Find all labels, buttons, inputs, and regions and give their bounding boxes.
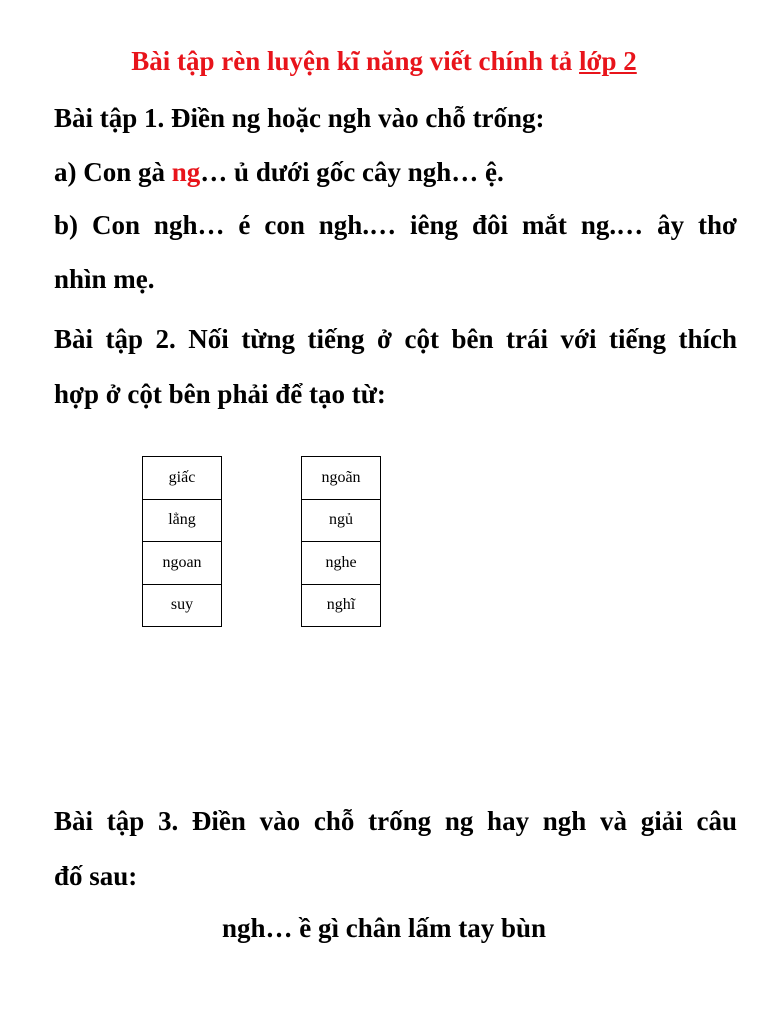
sentence-a-highlight: ng bbox=[171, 157, 201, 187]
right-word-column bbox=[301, 456, 381, 627]
left-word-column bbox=[142, 456, 222, 627]
left-word-cell: suy bbox=[143, 585, 221, 628]
exercise-2-heading-line1: Bài tập 2. Nối từng tiếng ở cột bên trái với tiếng thích bbox=[54, 324, 737, 354]
exercise-3-heading-line2: đố sau: bbox=[54, 861, 138, 891]
right-word-cell: ngoãn bbox=[302, 457, 380, 500]
exercise-1-sentence-a bbox=[54, 157, 504, 188]
right-word-cell: nghe bbox=[302, 542, 380, 585]
sentence-a-prefix: a) Con gà bbox=[54, 157, 172, 187]
exercise-1-heading: Bài tập 1. Điền ng hoặc ngh vào chỗ trống: bbox=[54, 103, 545, 133]
page-title bbox=[0, 46, 768, 77]
title-main: Bài tập rèn luyện kĩ năng viết chính tả bbox=[131, 46, 580, 76]
exercise-1-sentence-b-line1: b) Con ngh… é con ngh.… iêng đôi mắt ng.… ây thơ bbox=[54, 210, 737, 240]
left-word-cell: lẳng bbox=[143, 500, 221, 543]
riddle-line: ngh… ề gì chân lấm tay bùn bbox=[221, 913, 547, 943]
title-grade: lớp 2 bbox=[579, 46, 637, 76]
right-word-cell: ngủ bbox=[302, 500, 380, 543]
left-word-cell: giấc bbox=[143, 457, 221, 500]
exercise-3-heading-line1: Bài tập 3. Điền vào chỗ trống ng hay ngh và giải câu bbox=[54, 806, 737, 836]
exercise-1-sentence-b-line2: nhìn mẹ. bbox=[54, 264, 155, 294]
exercise-2-heading-line2: hợp ở cột bên phải để tạo từ: bbox=[54, 379, 386, 409]
right-word-cell: nghĩ bbox=[302, 585, 380, 628]
sentence-a-suffix: … ủ dưới gốc cây ngh… ệ. bbox=[200, 157, 504, 187]
left-word-cell: ngoan bbox=[143, 542, 221, 585]
